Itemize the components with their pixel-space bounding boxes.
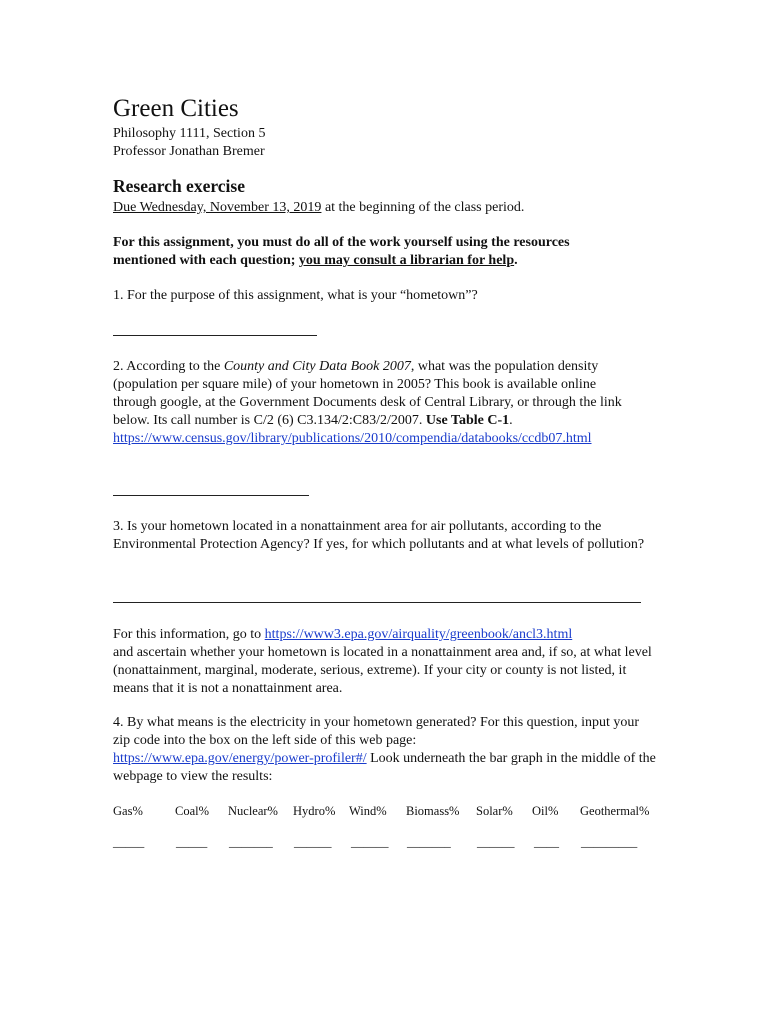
energy-blank-gas[interactable]: _____: [113, 835, 145, 849]
energy-label-geothermal: Geothermal%: [580, 804, 650, 818]
energy-blank-wind[interactable]: ______: [351, 835, 389, 849]
census-link[interactable]: https://www.census.gov/library/publications/2010/compendia/databooks/ccdb07.html: [113, 431, 592, 446]
power-profiler-link[interactable]: https://www.epa.gov/energy/power-profiler#/: [113, 751, 367, 766]
energy-blank-coal[interactable]: _____: [176, 835, 208, 849]
answer-line-1[interactable]: [113, 335, 317, 336]
q2-pre: 2. According to the: [113, 359, 224, 374]
energy-label-solar: Solar%: [476, 804, 513, 818]
answer-line-3[interactable]: [113, 602, 641, 603]
energy-label-nuclear: Nuclear%: [228, 804, 278, 818]
question-3: 3. Is your hometown located in a nonattainment area for air pollutants, according to the Environmental Protection Agency? If yes, for which pollutants and at what levels of pollution?: [113, 519, 645, 552]
instructions-end: .: [514, 253, 518, 268]
energy-label-coal: Coal%: [175, 804, 210, 818]
q2-end: .: [509, 413, 513, 428]
section-heading: Research exercise: [113, 176, 246, 196]
energy-blank-solar[interactable]: ______: [477, 835, 515, 849]
question-4: [113, 714, 658, 786]
due-date: Due Wednesday, November 13, 2019: [113, 200, 322, 215]
q2-book-title: County and City Data Book 2007: [223, 359, 411, 374]
instructions-bold: For this assignment, you must do all of the work yourself using the resources mentioned with each question;: [113, 235, 570, 268]
energy-blank-geothermal[interactable]: _________: [581, 835, 638, 849]
q4-text: 4. By what means is the electricity in your hometown generated? For this question, input your zip code into the box on the left side of this web page:: [113, 715, 640, 748]
energy-label-hydro: Hydro%: [293, 804, 336, 818]
q3-info-rest: and ascertain whether your hometown is located in a nonattainment area and, if so, at what level (nonattainment, marginal, moderate, serious, extreme). If your city or county is not listed, it means that it is not a nonattainment area.: [113, 645, 652, 696]
page-title: Green Cities: [113, 95, 239, 122]
energy-label-oil: Oil%: [532, 804, 559, 818]
energy-label-gas: Gas%: [113, 804, 143, 818]
instructions-librarian: you may consult a librarian for help: [298, 253, 515, 268]
q2-table: Use Table C-1: [425, 413, 510, 428]
course-line: Philosophy 1111, Section 5: [113, 126, 266, 141]
epa-greenbook-link[interactable]: https://www3.epa.gov/airquality/greenbook/ancl3.html: [264, 627, 573, 642]
q3-info: [113, 626, 653, 698]
energy-blank-nuclear[interactable]: _______: [229, 835, 273, 849]
energy-blank-biomass[interactable]: _______: [407, 835, 451, 849]
q2-mid: , what was the population density (population per square mile) of your hometown in 2005? This book is available online through google, at the Government Documents desk of Central Library, or through the link below. Its call number is C/2 (6) C3.134/2:C83/2/2007.: [113, 359, 622, 428]
q4-rest: Look underneath the bar graph in the middle of the webpage to view the results:: [113, 751, 656, 784]
answer-line-2[interactable]: [113, 495, 309, 496]
professor-line: Professor Jonathan Bremer: [113, 144, 265, 159]
due-date-line: [113, 199, 653, 217]
q3-info-pre: For this information, go to: [113, 627, 265, 642]
energy-blank-hydro[interactable]: ______: [294, 835, 332, 849]
energy-blank-oil[interactable]: ____: [534, 835, 559, 849]
energy-label-wind: Wind%: [349, 804, 387, 818]
instructions: [113, 234, 613, 270]
question-1: 1. For the purpose of this assignment, what is your “hometown”?: [113, 288, 478, 303]
energy-label-biomass: Biomass%: [406, 804, 460, 818]
question-2: [113, 358, 643, 448]
due-date-rest: at the beginning of the class period.: [321, 200, 525, 215]
